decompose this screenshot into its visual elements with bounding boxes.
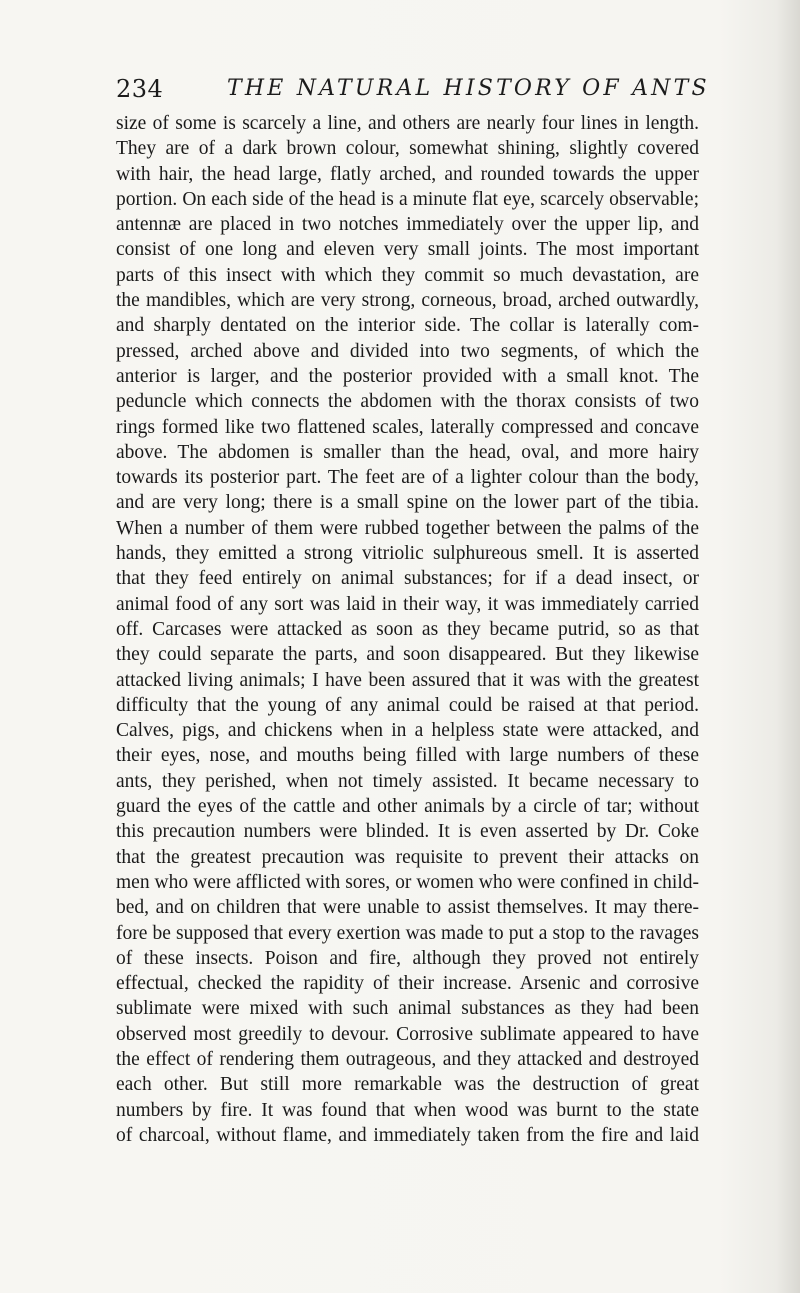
text-line: difficulty that the young of any animal could be raised at that period. (116, 694, 699, 716)
text-line: pressed, arched above and divided into two segments, of which the (116, 340, 699, 362)
text-line: size of some is scarcely a line, and others are nearly four lines in length. (116, 113, 699, 134)
text-line: sublimate were mixed with such animal substances as they had been (116, 998, 699, 1020)
text-line: observed most greedily to devour. Corrosive sublimate appeared to have (116, 1023, 699, 1045)
text-line: antennæ are placed in two notches immediately over the upper lip, and (116, 214, 699, 236)
text-line: above. The abdomen is smaller than the head, oval, and more hairy (116, 441, 699, 463)
text-line: of these insects. Poison and fire, although they proved not entirely (116, 947, 699, 969)
text-line: their eyes, nose, and mouths being filled with large numbers of these (116, 745, 699, 767)
text-line: effectual, checked the rapidity of their increase. Arsenic and corrosive (116, 973, 699, 995)
text-line: and sharply dentated on the interior side. The collar is laterally com- (116, 315, 699, 337)
text-line: men who were afflicted with sores, or women who were confined in child- (116, 871, 699, 893)
text-line: consist of one long and eleven very small joints. The most important (116, 239, 699, 261)
text-line: portion. On each side of the head is a minute flat eye, scarcely observable; (116, 188, 699, 210)
text-line: that they feed entirely on animal substances; for if a dead insect, or (116, 568, 699, 590)
text-line: bed, and on children that were unable to assist themselves. It may there- (116, 897, 699, 919)
text-line: of charcoal, without flame, and immediately taken from the fire and laid (116, 1124, 699, 1146)
text-line: and are very long; there is a small spine on the lower part of the tibia. (116, 492, 699, 514)
running-head (116, 72, 710, 106)
text-line: animal food of any sort was laid in their way, it was immediately carried (116, 593, 699, 615)
text-line: off. Carcases were attacked as soon as they became putrid, so as that (116, 618, 699, 640)
text-line: this precaution numbers were blinded. It is even asserted by Dr. Coke (116, 821, 699, 843)
text-line: with hair, the head large, flatly arched, and rounded towards the upper (116, 163, 699, 185)
text-line: towards its posterior part. The feet are of a lighter colour than the body, (116, 467, 699, 489)
text-line: hands, they emitted a strong vitriolic sulphureous smell. It is asserted (116, 543, 699, 565)
page-number: 234 (116, 75, 164, 103)
text-line: that the greatest precaution was requisite to prevent their attacks on (116, 846, 699, 868)
text-line: rings formed like two flattened scales, laterally compressed and concave (116, 416, 699, 438)
text-line: numbers by fire. It was found that when wood was burnt to the state (116, 1099, 699, 1121)
text-line: guard the eyes of the cattle and other animals by a circle of tar; without (116, 796, 699, 818)
text-line: ants, they perished, when not timely assisted. It became necessary to (116, 770, 699, 792)
text-line: anterior is larger, and the posterior provided with a small knot. The (116, 365, 699, 387)
body-text (116, 111, 699, 1148)
text-line: parts of this insect with which they commit so much devastation, are (116, 264, 699, 286)
text-line: each other. But still more remarkable was the destruction of great (116, 1074, 699, 1096)
text-line: the effect of rendering them outrageous, and they attacked and destroyed (116, 1048, 699, 1070)
text-line: they could separate the parts, and soon disappeared. But they likewise (116, 644, 699, 666)
text-line: They are of a dark brown colour, somewhat shining, slightly covered (116, 138, 699, 160)
text-line: the mandibles, which are very strong, corneous, broad, arched outwardly, (116, 290, 699, 312)
text-line: When a number of them were rubbed together between the palms of the (116, 517, 699, 539)
text-line: attacked living animals; I have been assured that it was with the greatest (116, 669, 699, 691)
text-line: fore be supposed that every exertion was made to put a stop to the ravages (116, 922, 699, 944)
text-line: Calves, pigs, and chickens when in a helpless state were attacked, and (116, 720, 699, 742)
running-title: THE NATURAL HISTORY OF ANTS (227, 76, 710, 101)
text-line: peduncle which connects the abdomen with the thorax consists of two (116, 391, 699, 413)
